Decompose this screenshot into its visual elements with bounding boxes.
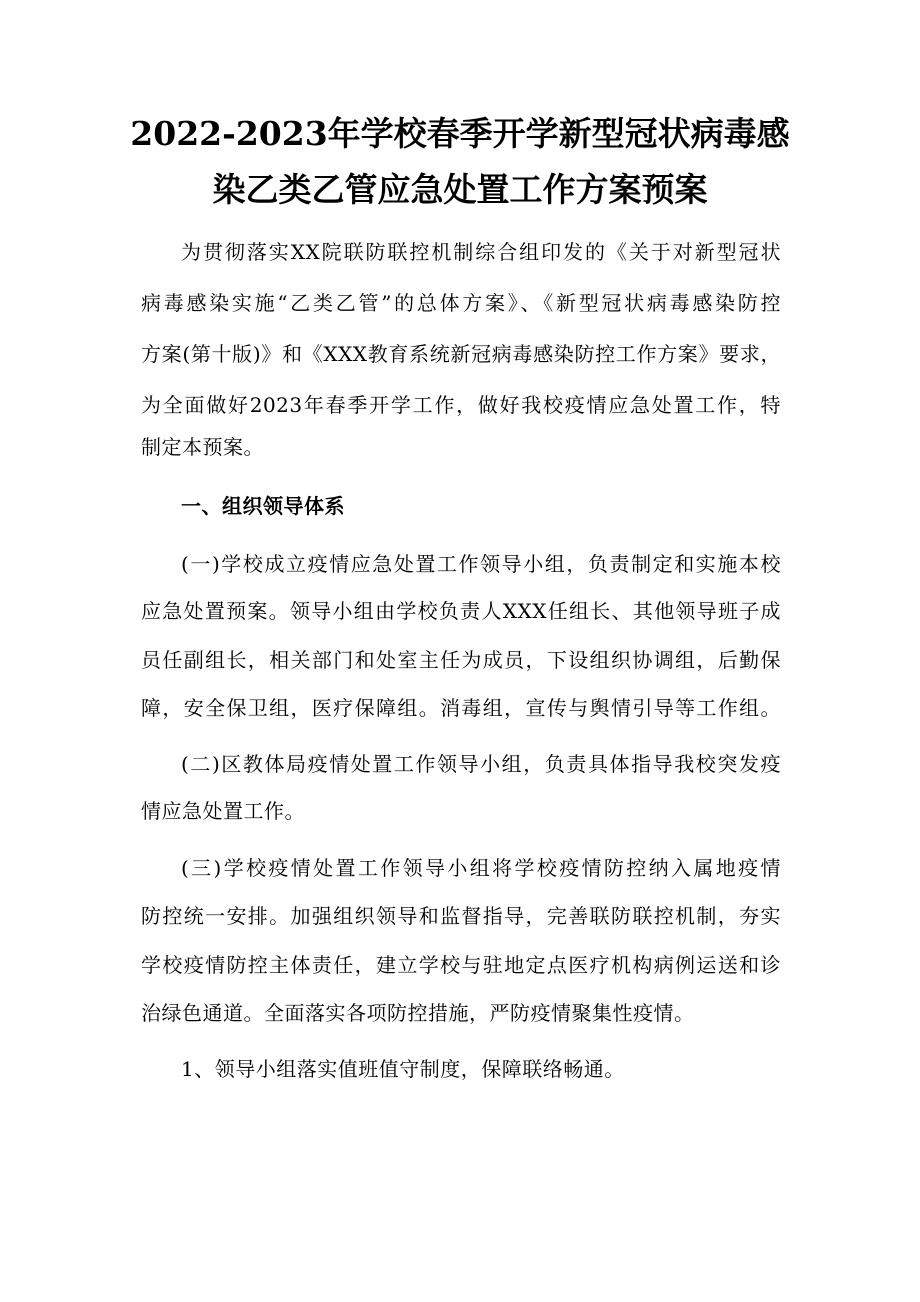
intro-line-2: 病毒感染实施“乙类乙管”的总体方案》、《新型冠状病毒感染防控 — [141, 291, 781, 315]
item3-line-4: 治绿色通道。全面落实各项防控措施，严防疫情聚集性疫情。 — [141, 1001, 695, 1025]
item1-line-2: 应急处置预案。领导小组由学校负责人XXX任组长、其他领导班子成 — [141, 599, 781, 623]
item1-line-3: 员任副组长，相关部门和处室主任为成员，下设组织协调组，后勤保 — [141, 648, 781, 672]
title-line-1: 2022-2023年学校春季开学新型冠状病毒感 — [130, 114, 790, 153]
item3-line-1: (三)学校疫情处置工作领导小组将学校疫情防控纳入属地疫情 — [181, 856, 781, 880]
item2-line-2: 情应急处置工作。 — [141, 799, 305, 823]
item2-line-1: (二)区教体局疫情处置工作领导小组，负责具体指导我校突发疫 — [181, 752, 781, 776]
intro-line-5: 制定本预案。 — [141, 435, 264, 459]
item1-line-1: (一)学校成立疫情应急处置工作领导小组，负责制定和实施本校 — [181, 552, 781, 576]
item3-line-2: 防控统一安排。加强组织领导和监督指导，完善联防联控机制，夯实 — [141, 904, 781, 928]
point1-text: 1、领导小组落实值班值守制度，保障联络畅通。 — [181, 1057, 625, 1081]
intro-line-3: 方案(第十版)》和《XXX教育系统新冠病毒感染防控工作方案》要求， — [141, 342, 781, 366]
item3-line-3: 学校疫情防控主体责任，建立学校与驻地定点医疗机构病例运送和诊 — [141, 953, 781, 977]
item1-line-4: 障，安全保卫组，医疗保障组。消毒组，宣传与舆情引导等工作组。 — [141, 696, 781, 720]
section-heading: 一、组织领导体系 — [181, 494, 345, 518]
intro-line-1: 为贯彻落实XX院联防联控机制综合组印发的《关于对新型冠状 — [181, 240, 781, 264]
title-line-2: 染乙类乙管应急处置工作方案预案 — [212, 170, 708, 209]
document-title — [0, 106, 920, 218]
intro-line-4: 为全面做好2023年春季开学工作，做好我校疫情应急处置工作，特 — [141, 393, 781, 417]
